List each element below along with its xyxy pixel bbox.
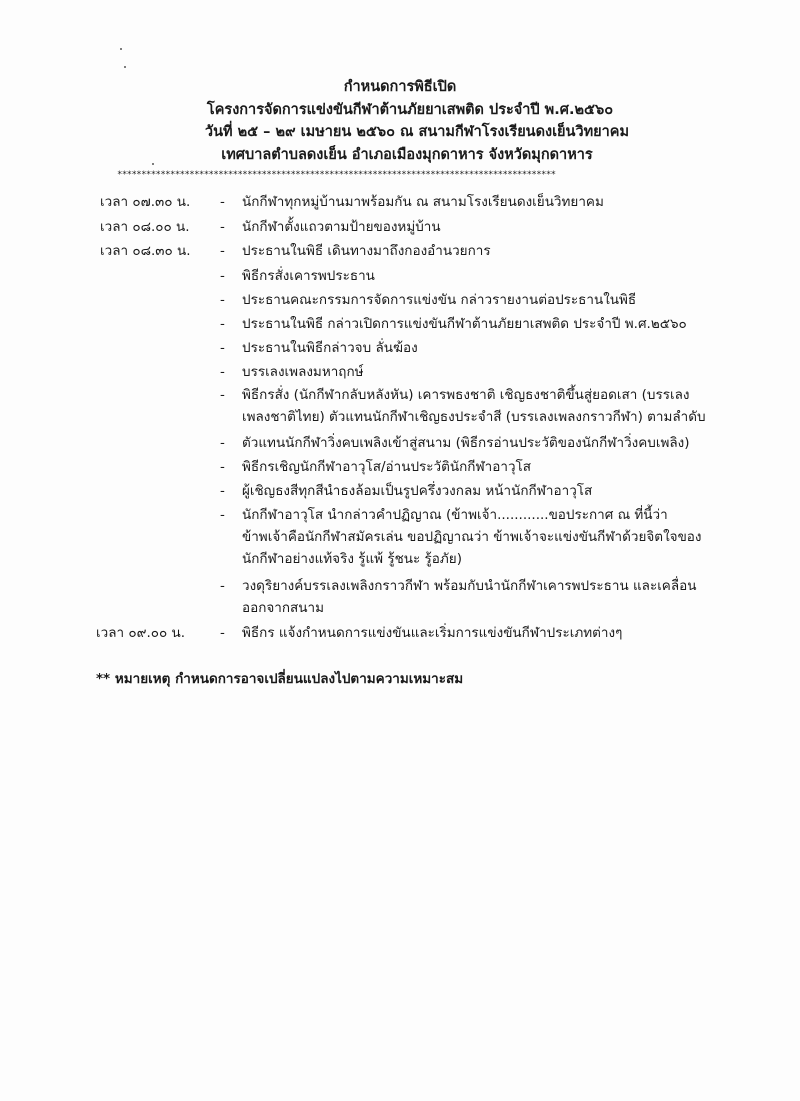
- header-project: โครงการจัดการแข่งขันกีฬาต้านภัยยาเสพติด ประจำปี พ.ศ.๒๕๖๐: [206, 101, 614, 118]
- schedule-dash: -: [220, 194, 225, 210]
- remark-note: ** หมายเหตุ กำหนดการอาจเปลี่ยนแปลงไปตามความเหมาะสม: [96, 671, 464, 687]
- schedule-dash: -: [220, 243, 225, 259]
- scan-speck: [124, 66, 126, 68]
- header-title: กำหนดการพิธีเปิด: [343, 79, 457, 95]
- schedule-dash: -: [220, 459, 225, 475]
- scan-speck: [152, 163, 154, 165]
- schedule-text: นักกีฬาอาวุโส นำกล่าวคำปฏิญาณ (ข้าพเจ้า............ขอประกาศ ณ ที่นี้ว่า ข้าพเจ้าคือนักกีฬาสมัครเล่น ขอปฏิญาณว่า ข้าพเจ้าจะแข่งขันกีฬาด้วยจิตใจของนักกีฬาอย่างแท้จริง รู้แพ้ รู้ชนะ รู้อภัย): [242, 507, 702, 567]
- header-date-venue: วันที่ ๒๕ – ๒๙ เมษายน ๒๕๖๐ ณ สนามกีฬาโรงเรียนดงเย็นวิทยาคม: [204, 124, 630, 140]
- scan-speck: [120, 48, 122, 50]
- schedule-dash: -: [220, 292, 225, 308]
- schedule-text: บรรเลงเพลงมหาฤกษ์: [242, 364, 364, 380]
- schedule-time: เวลา ๐๙.๐๐ น.: [96, 625, 186, 641]
- schedule-text: ประธานในพิธีกล่าวจบ ลั่นฆ้อง: [242, 340, 418, 356]
- schedule-time: เวลา ๐๗.๓๐ น.: [100, 194, 191, 210]
- schedule-dash: -: [220, 340, 225, 356]
- document-header: [0, 76, 800, 166]
- schedule-text: นักกีฬาทุกหมู่บ้านมาพร้อมกัน ณ สนามโรงเรียนดงเย็นวิทยาคม: [242, 194, 604, 210]
- schedule-time: เวลา ๐๘.๓๐ น.: [100, 243, 191, 259]
- separator-line: *******************************************************************************************: [117, 170, 556, 180]
- schedule-text: ประธานในพิธี กล่าวเปิดการแข่งขันกีฬาต้านภัยยาเสพติด ประจำปี พ.ศ.๒๕๖๐: [242, 316, 687, 332]
- schedule-time: เวลา ๐๘.๐๐ น.: [100, 219, 190, 235]
- schedule-dash: -: [220, 268, 225, 284]
- schedule-text: วงดุริยางค์บรรเลงเพลิงกราวกีฬา พร้อมกับนำนักกีฬาเคารพประธาน และเคลื่อนออกจากสนาม: [242, 578, 697, 616]
- schedule-text: ตัวแทนนักกีฬาวิ่งคบเพลิงเข้าสู่สนาม (พิธีกรอ่านประวัติของนักกีฬาวิ่งคบเพลิง): [242, 435, 690, 451]
- schedule-dash: -: [220, 219, 225, 235]
- schedule-text: ประธานในพิธี เดินทางมาถึงกองอำนวยการ: [242, 243, 491, 259]
- schedule-dash: -: [220, 625, 225, 641]
- schedule-dash: -: [220, 316, 225, 332]
- schedule-dash: -: [220, 387, 225, 403]
- schedule-text: พิธีกรสั่งเคารพประธาน: [242, 268, 375, 284]
- schedule-text: พิธีกร แจ้งกำหนดการแข่งขันและเริ่มการแข่งขันกีฬาประเภทต่างๆ: [242, 625, 623, 641]
- schedule-dash: -: [220, 483, 225, 499]
- schedule-text: ผู้เชิญธงสีทุกสีนำธงล้อมเป็นรูปครึ่งวงกลม หน้านักกีฬาอาวุโส: [242, 483, 593, 499]
- schedule-dash: -: [220, 578, 225, 594]
- schedule-dash: -: [220, 507, 225, 523]
- schedule-text: ประธานคณะกรรมการจัดการแข่งขัน กล่าวรายงานต่อประธานในพิธี: [242, 292, 637, 308]
- header-location: เทศบาลตำบลดงเย็น อำเภอเมืองมุกดาหาร จังหวัดมุกดาหาร: [221, 146, 593, 163]
- schedule-text: นักกีฬาตั้งแถวตามป้ายของหมู่บ้าน: [242, 219, 441, 235]
- schedule-text: พิธีกรสั่ง (นักกีฬากลับหลังหัน) เคารพธงชาติ เชิญธงชาติขึ้นสู่ยอดเสา (บรรเลงเพลงชาติไทย) ตัวแทนนักกีฬาเชิญธงประจำสี (บรรเลงเพลงกราวกีฬา) ตามลำดับ: [242, 387, 706, 425]
- schedule-dash: -: [220, 364, 225, 380]
- schedule-text: พิธีกรเชิญนักกีฬาอาวุโส/อ่านประวัตินักกีฬาอาวุโส: [242, 459, 532, 475]
- schedule-dash: -: [220, 435, 225, 451]
